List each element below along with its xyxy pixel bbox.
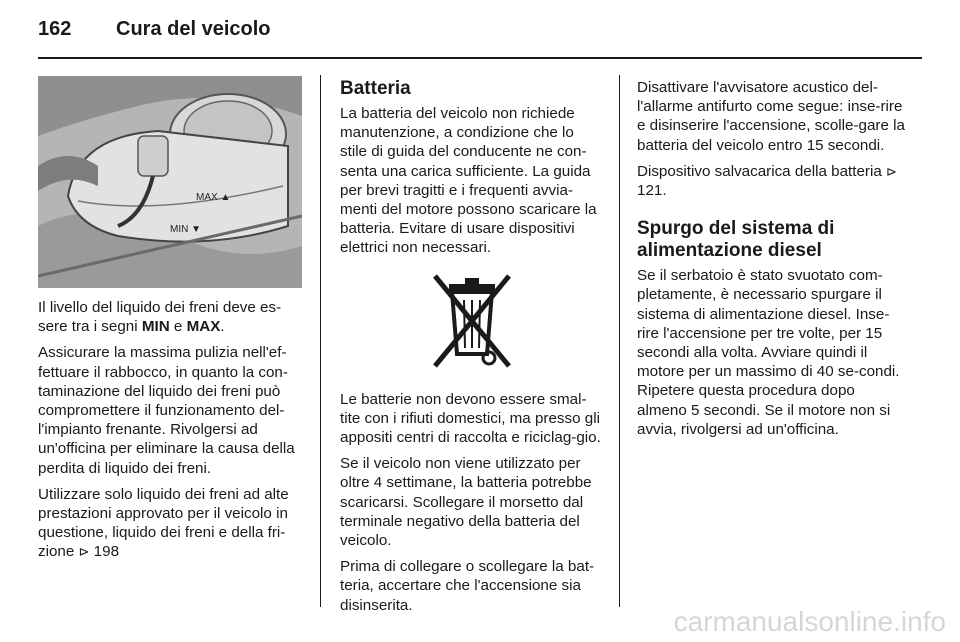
paragraph-cleanliness: Assicurare la massima pulizia nell'ef-fettuare il rabbocco, in quanto la con-taminazione del liquido dei freni può compromettere il funzionamento del-l'impianto frenante. Rivolgersi ad un'officina per eliminare la causa della perdita di liquido dei freni. <box>38 344 295 477</box>
page-ref-link[interactable]: 198 <box>93 543 120 561</box>
page-ref-arrow-icon: ⊳ <box>886 163 897 179</box>
paragraph-fluid-level: Il livello del liquido dei freni deve es-sere tra i segni MIN e MAX. <box>38 299 282 336</box>
column-1 <box>38 298 304 569</box>
page-title: Cura del veicolo <box>116 18 271 40</box>
paragraph-battery-disposal: Le batterie non devono essere smal-tite con i rifiuti domestici, ma presso gli appositi centri di raccolta e riciclag-gio. <box>340 390 601 447</box>
paragraph-alarm-disable: Disattivare l'avvisatore acustico del-l'allarme antifurto come segue: inse-rire e disinserire l'accensione, scolle-gare la batteria del veicolo entro 15 secondi. <box>637 79 905 154</box>
page-ref-link[interactable]: 121. <box>637 182 667 200</box>
paragraph-diesel-bleed: Se il serbatoio è stato svuotato com-pletamente, è necessario spurgare il sistema di alimentazione diesel. Inse-rire l'accensione per tre volte, per 15 secondi alla volta. Avviare quindi il motore per un massimo di 40 se-condi. Ripetere questa procedura dopo almeno 5 secondi. Se il motore non si avvia, rivolgersi ad un'officina. <box>637 267 900 438</box>
page-header <box>38 18 271 48</box>
brake-fluid-reservoir-photo <box>38 76 302 288</box>
column-divider-1 <box>320 75 321 607</box>
column-2 <box>340 78 604 622</box>
section-heading-diesel-bleed: Spurgo del sistema di alimentazione diesel <box>637 218 835 262</box>
max-mark: MAX ▲ <box>196 192 231 203</box>
paragraph-battery-storage: Se il veicolo non viene utilizzato per oltre 4 settimane, la batteria potrebbe scaricarsi. Scollegare il morsetto dal terminale negativo della batteria del veicolo. <box>340 455 592 550</box>
paragraph-battery-ignition: Prima di collegare o scollegare la bat-teria, accertare che l'accensione sia disinserita. <box>340 558 595 614</box>
crossed-bin-icon <box>427 272 517 372</box>
paragraph-battery-saver: Dispositivo salvacarica della batteria ⊳ 121. <box>637 162 897 200</box>
page-ref-arrow-icon: ⊳ <box>78 544 90 560</box>
header-rule <box>38 57 922 59</box>
min-mark: MIN ▼ <box>170 224 202 235</box>
paragraph-approved-fluid: Utilizzare solo liquido dei freni ad alte prestazioni approvato per il veicolo in questione, liquido dei freni e della fri-zione ⊳ 198 <box>38 485 289 561</box>
column-divider-2 <box>619 75 620 607</box>
paragraph-battery-maintenance: La batteria del veicolo non richiede manutenzione, a condizione che lo stile di guida del conducente ne con-senta una carica sufficiente. La guida per brevi tragitti e i frequenti avvia-menti del motore possono scaricare la batteria. Evitare di usare dispositivi elettrici non necessari. <box>340 105 597 257</box>
watermark: carmanualsonline.info <box>673 606 946 637</box>
section-heading-battery: Batteria <box>340 78 411 99</box>
column-3 <box>637 78 907 446</box>
page-number: 162 <box>38 18 72 40</box>
